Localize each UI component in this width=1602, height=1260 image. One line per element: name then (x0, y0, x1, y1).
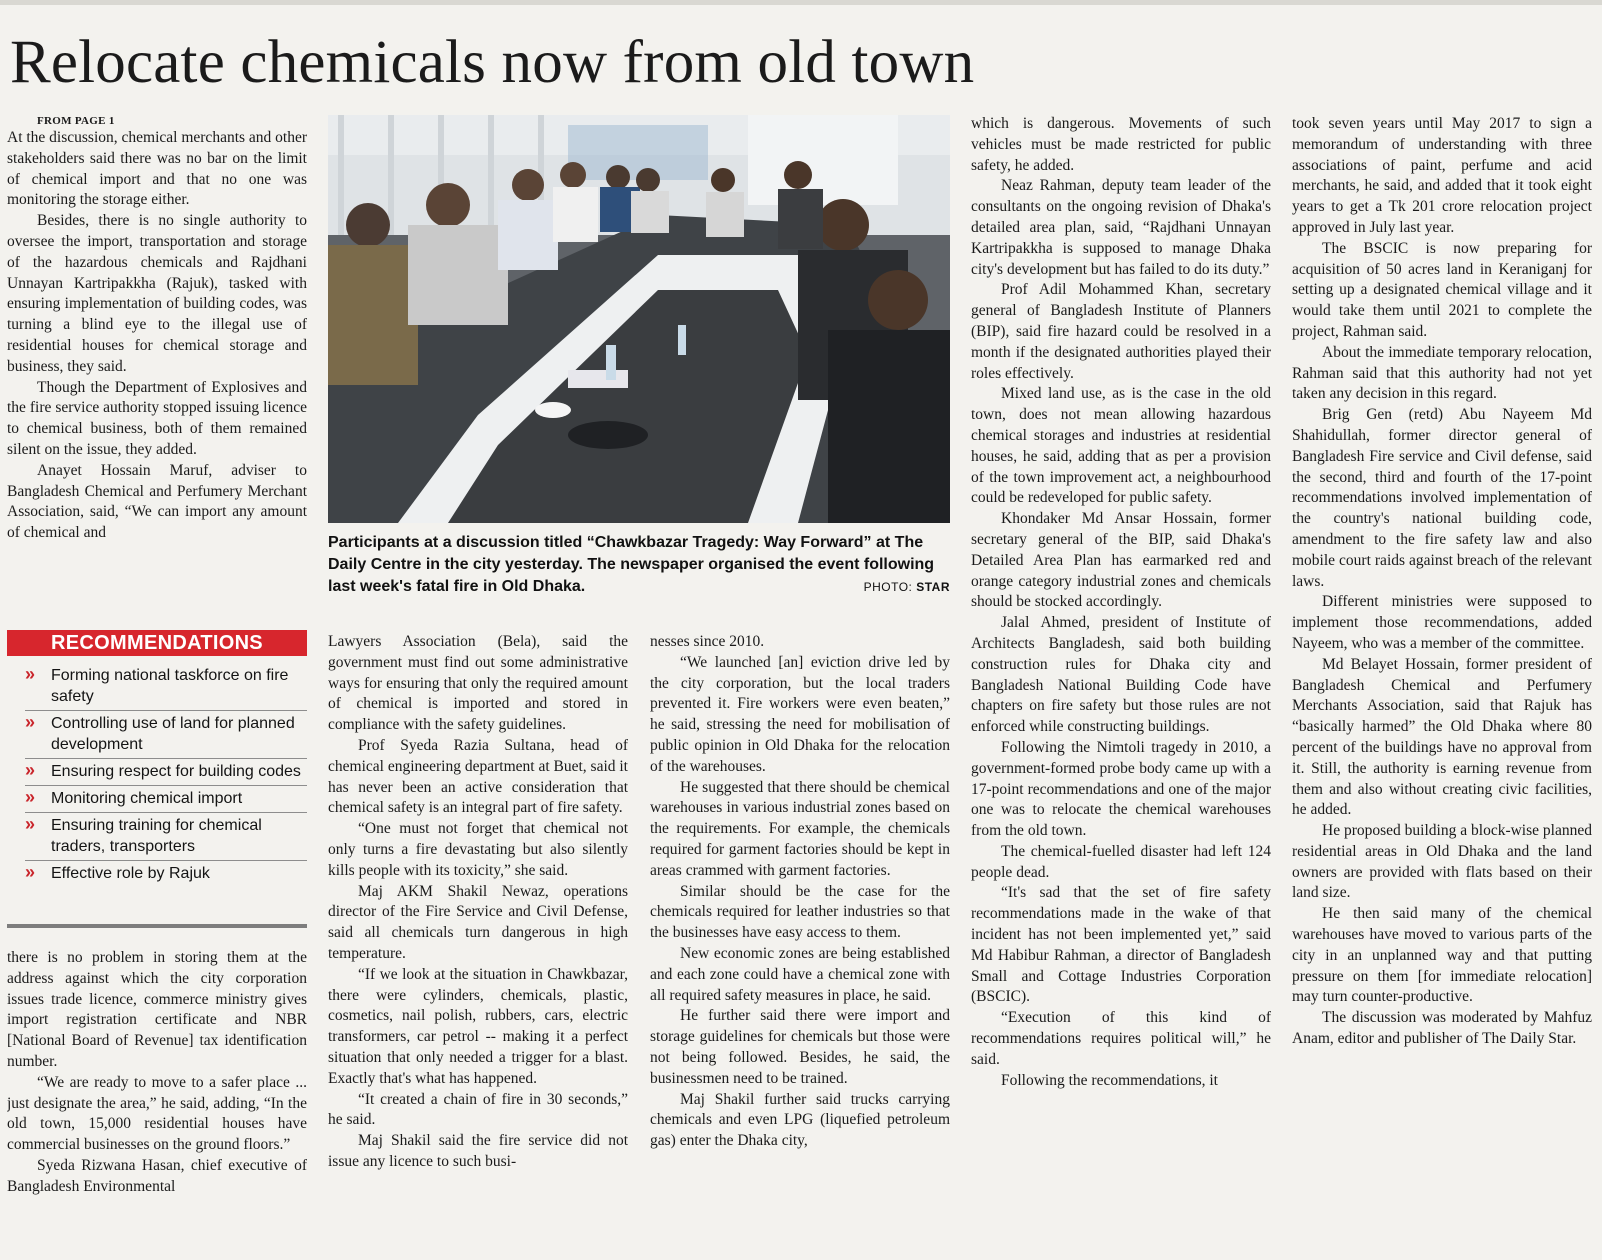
photo-accent-panel (568, 125, 708, 180)
paragraph: Khondaker Md Ansar Hossain, former secretary general of the BIP, said Dhaka's Detailed Area Plan has earmarked red and orange category industrial zones and chemicals should be stocked accordingly. (971, 510, 1271, 611)
paragraph: About the immediate temporary relocation, Rahman said that this authority had not yet taken any decision in this regard. (1292, 343, 1592, 403)
paragraph: Different ministries were supposed to implement those recommendations, added Nayeem, who was a member of the committee. (1292, 593, 1592, 652)
paragraph: “We launched [an] eviction drive led by the city corporation, but the local traders prevented it. Fire workers were even beaten,” he said, stressing the need for mobilisation of public opinion in Old Dhaka for the relocation of the warehouses. (650, 653, 950, 775)
paragraph: Maj Shakil said the fire service did not issue any licence to such busi- (328, 1132, 628, 1170)
recommendation-text: Ensuring training for chemical traders, transporters (51, 817, 262, 855)
paragraph: New economic zones are being established and each zone could have a chemical zone with all required safety measures in place, he said. (650, 944, 950, 1004)
paragraph: “We are ready to move to a safer place ... just designate the area,” he said, adding, “In the old town, 15,000 residential houses have commercial businesses on the ground floors.” (7, 1073, 307, 1154)
paragraph: “It's sad that the set of fire safety recommendations made in the wake of that incident has not been implemented yet,” said Md Habibur Rahman, a director of Bangladesh Small and Cottage Industries Corporation (BSCIC). (971, 884, 1271, 1006)
photo-credit-source: STAR (916, 580, 950, 594)
double-chevron-right-icon: » (25, 712, 36, 732)
photo-caption-text: Participants at a discussion titled “Chawkbazar Tragedy: Way Forward” at The Daily Centre in the city yesterday. The newspaper organised the event following last week's fatal fire in Old Dhaka. (328, 534, 935, 595)
article-column-4 (971, 114, 1271, 1254)
meeting-photo-illustration (328, 115, 950, 523)
paragraph: He proposed building a block-wise planned residential areas in Old Dhaka and the land owners are provided with flats based on their land size. (1292, 822, 1592, 902)
paragraph: The chemical-fuelled disaster had left 124 people dead. (971, 842, 1271, 881)
paragraph: He then said many of the chemical warehouses have moved to various parts of the city in an unplanned way and that putting pressure on them [for immediate relocation] may turn counter-productive. (1292, 905, 1592, 1006)
recommendation-item (25, 813, 307, 861)
double-chevron-right-icon: » (25, 760, 36, 780)
paragraph: Mixed land use, as is the case in the old town, does not mean allowing hazardous chemical storages and industries at residential houses, he said, adding that as per a provision of the town improvement act, a neighbourhood could be redeveloped for public safety. (971, 385, 1271, 507)
paragraph: “If we look at the situation in Chawkbazar, there were cylinders, chemicals, plastic, cosmetics, nail polish, rubbers, cars, electric transformers, car petrol -- making it a perfect situation that only needed a trigger for a blast. Exactly that's what has happened. (328, 965, 628, 1087)
paragraph: Anayet Hossain Maruf, adviser to Bangladesh Chemical and Perfumery Merchant Association, said, “We can import any amount of chemical and (7, 461, 307, 542)
paragraph: Lawyers Association (Bela), said the government must find out some administrative ways for ensuring that only the required amount of chemical is imported and stored in compliance with the safety guidelines. (328, 633, 628, 734)
paragraph: Maj Shakil further said trucks carrying chemicals and even LPG (liquefied petroleum gas) enter the Dhaka city, (650, 1090, 950, 1150)
event-photo (328, 115, 950, 523)
paragraph: “It created a chain of fire in 30 seconds,” he said. (328, 1090, 628, 1129)
paragraph: Brig Gen (retd) Abu Nayeem Md Shahidullah, former director general of Bangladesh Fire service and Civil defense, said the second, third and fourth of the 17-point recommendations involved implementation of the country's national building code, amendment to the fire safety law and also mobile court raids against breach of the relevant laws. (1292, 406, 1592, 590)
double-chevron-right-icon: » (25, 664, 36, 684)
recommendation-text: Effective role by Rajuk (51, 865, 210, 882)
double-chevron-right-icon: » (25, 787, 36, 807)
recommendation-text: Controlling use of land for planned development (51, 715, 295, 753)
paragraph: Maj AKM Shakil Newaz, operations director of the Fire Service and Civil Defense, said all chemicals turn dangerous in high temperature. (328, 882, 628, 962)
paragraph: there is no problem in storing them at the address against which the city corporation issues trade licence, commerce ministry gives import registration certificate and NBR [National Board of Revenue] tax identification number. (7, 949, 307, 1070)
recommendations-list (7, 656, 307, 887)
paragraph: He further said there were import and storage guidelines for chemicals but those were not being followed. Besides, he said, the businessmen need to be trained. (650, 1007, 950, 1087)
paragraph: Prof Adil Mohammed Khan, secretary general of Bangladesh Institute of Planners (BIP), said fire hazard could be resolved in a month if the designated authorities played their roles effectively. (971, 281, 1271, 382)
paragraph: At the discussion, chemical merchants and other stakeholders said there was no bar on the limit of chemical import and that no one was monitoring the storage either. (7, 129, 307, 209)
article-column-3 (650, 632, 950, 1254)
paragraph: Prof Syeda Razia Sultana, head of chemical engineering department at Buet, said it has never been an active consideration that chemical safety is an integral part of fire safety. (328, 736, 628, 817)
paragraph: “Execution of this kind of recommendations requires political will,” he said. (971, 1009, 1271, 1068)
paragraph: Md Belayet Hossain, former president of Bangladesh Chemical and Perfumery Merchants Association, said that Rajuk has “basically harmed” the Old Dhaka where 80 percent of the buildings have no approval from it. Still, the authority is earning revenue from them and also without creating civic facilities, he added. (1292, 655, 1592, 819)
box-bottom-rule (7, 924, 307, 928)
recommendation-text: Forming national taskforce on fire safety (51, 667, 289, 705)
paragraph: “One must not forget that chemical not only turns a fire devastating but also silently kills people with its toxicity,” she said. (328, 820, 628, 879)
recommendation-item (25, 786, 307, 813)
paragraph: He suggested that there should be chemical warehouses in various industrial zones based on the requirements. For example, the chemicals required for garment factories should be kept in areas crammed with garment factories. (650, 778, 950, 879)
paragraph: Jalal Ahmed, president of Institute of Architects Bangladesh, said both building construction rules for Dhaka city and Bangladesh National Building Code have chapters on fire safety but those rules are not enforced while constructing buildings. (971, 614, 1271, 736)
paragraph: Following the Nimtoli tragedy in 2010, a government-formed probe body came up with a 17-point recommendations and one of the major one was to relocate the chemical warehouses from the old town. (971, 738, 1271, 840)
paragraph: Neaz Rahman, deputy team leader of the consultants on the ongoing revision of Dhaka's detailed area plan, said, “Rajdhani Unnayan Kartripakkha is supposed to manage Dhaka city's development but has failed to do its duty.” (971, 177, 1271, 278)
paragraph: Following the recommendations, it (1001, 1071, 1218, 1089)
double-chevron-right-icon: » (25, 814, 36, 834)
article-column-2 (328, 632, 628, 1254)
paragraph: Though the Department of Explosives and the fire service authority stopped issuing licence to chemical business, both of them remained silent on the issue, they added. (7, 378, 307, 458)
article-column-1-bottom (7, 948, 307, 1253)
photo-caption (328, 532, 950, 598)
double-chevron-right-icon: » (25, 862, 36, 882)
recommendation-text: Monitoring chemical import (51, 790, 243, 807)
headline: Relocate chemicals now from old town (10, 29, 975, 96)
paragraph: The BSCIC is now preparing for acquisition of 50 acres land in Keraniganj for setting up a designated chemical village and it would take them until 2021 to complete the project, Rahman said. (1292, 239, 1592, 340)
paragraph: which is dangerous. Movements of such vehicles must be made restricted for public safety, he added. (971, 115, 1271, 174)
recommendation-text: Ensuring respect for building codes (51, 763, 301, 780)
recommendation-item (25, 759, 307, 786)
from-page-label: FROM PAGE 1 (37, 115, 115, 127)
paragraph: Besides, there is no single authority to oversee the import, transportation and storage of the hazardous chemicals and Rajdhani Unnayan Kartripakkha (Rajuk), tasked with ensuring implementation of building codes, was turning a blind eye to the illegal use of residential houses for chemical storage and business, they said. (7, 212, 307, 375)
paragraph: nesses since 2010. (650, 633, 765, 650)
recommendations-title: RECOMMENDATIONS (7, 630, 307, 656)
paragraph: Syeda Rizwana Hasan, chief executive of Bangladesh Environmental (7, 1156, 307, 1195)
previous-page-strip (0, 0, 1602, 5)
photo-credit-label: PHOTO: (863, 580, 913, 594)
article-column-1-top (7, 114, 307, 614)
paragraph: The discussion was moderated by Mahfuz Anam, editor and publisher of The Daily Star. (1292, 1009, 1592, 1048)
paragraph: took seven years until May 2017 to sign a memorandum of understanding with three associations of paint, perfume and acid merchants, he said, and added that it took eight years to get a Tk 201 crore relocation project approved in July last year. (1292, 115, 1592, 236)
recommendation-item (25, 861, 307, 887)
paragraph: Similar should be the case for the chemicals required for leather industries so that the businesses have easy access to them. (650, 882, 950, 942)
recommendation-item (25, 663, 307, 711)
recommendation-item (25, 711, 307, 759)
recommendations-box (7, 630, 307, 928)
article-column-5 (1292, 114, 1592, 1254)
photo-credit (864, 576, 950, 598)
